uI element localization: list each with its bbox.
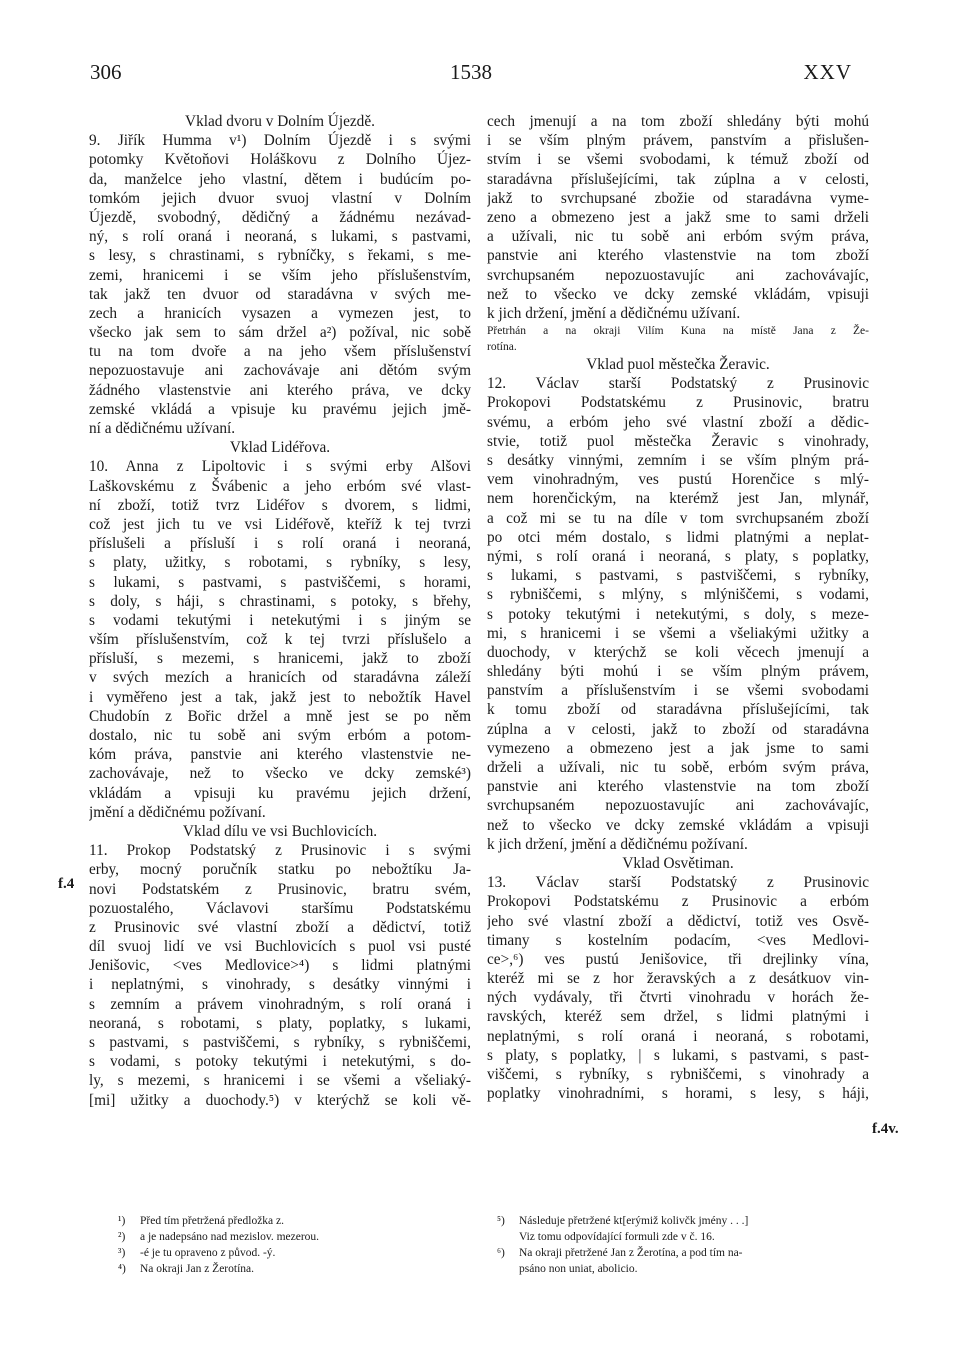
text-line: vším příslušenstvím, což k tej tvrzi příslušelo a [89,631,471,649]
text-line: 10. Anna z Lipoltovic i s svými erby Alšovi [89,458,471,476]
text-line: Vklad Lidéřova. [229,439,331,457]
text-line: žádného vlastenstvie ani kterého práva, ve dcky [89,381,471,399]
text-line: jakž to svrchupsané zbožie od staradávna vyme- [487,189,869,207]
text-line: nými, s rolí oraná i neoraná, s platy, s poplatky, [487,547,869,565]
footnote [497,1261,867,1277]
text-line: Laškovskému z Švábenic a jeho erbóm své vlast- [89,477,471,495]
text-line: ly, s mezemi, s hranicemi i se všemi a všeliaký- [89,1072,471,1090]
text-line: zemi, hranicemi i se vším jeho příslušenstvím, [89,266,471,284]
text-line: díl svuoj lidí ve vsi Buchlovicích s puol vsi pusté [89,938,471,956]
text-line: Prokopovi Podstatskému z Prusinovic, bratru [487,394,869,412]
text-line: což jest jich tu ve vsi Lidéřově, kteříž k tej tvrzi [89,515,471,533]
text-line: s desátky vinnými, zemním i se vším plným prá- [487,452,869,469]
footnotes-right [497,1213,867,1277]
text-line: neoraná, s robotami, s platy, poplatky, s lukami, [89,1014,471,1032]
text-line: s lukami, s pastvami, s pastviščemi, s rybníky, [487,567,869,585]
text-line: stvie, totiž puol městečka Žeravic s vinohrady, [487,432,869,450]
text-line: ce>,⁶) ves pustú Jenišovice, tři drejlinky vína, [487,950,869,968]
text-line: kteréž mi se z hor žeravských a z desátkuov vin- [487,970,869,988]
text-line: vymezeno a obmezeno jest a jak jsme to sami [487,739,869,757]
text-line: dostalo, nic tu sobě ani svým erbóm a potom- [89,727,471,744]
text-line: s platy, užitky, s robotami, s rybníky, s lesy, [89,554,471,572]
footnote-number: ⁴) [118,1263,126,1275]
text-line: k jich držení, jmění a dědičnému užívaní. [487,304,741,322]
footnote-number: ¹) [118,1215,126,1227]
footnote [118,1245,458,1261]
text-line: příslušeli a přísluší i s rolí oraná i neoraná, [89,535,471,553]
text-line: zúplna a v celosti, jakž to zboží od staradávna [487,720,869,738]
footnote-text: Viz tomu odpovídající formuli zde v č. 16. [519,1231,715,1243]
footnote-number: ³) [118,1247,126,1259]
text-line: panstvie ani kterého vlastenstvie na tom zboží [487,247,869,265]
text-line: novi Podstatském z Prusinovic, bratru svém, [89,880,471,898]
footnote [497,1245,867,1261]
text-line: 12. Václav starší Podstatský z Prusinovic [487,375,869,393]
text-line: da, manželce jeho vlastní, dětem i budúcím po- [89,170,471,188]
text-line: s doly, s háji, s chrastinami, s potoky, s břehy, [89,592,471,610]
footnote [497,1213,867,1229]
footnote [118,1261,458,1277]
text-line: tomkóm jejich dvuor svuoj vlastní v Dolním [89,189,471,207]
text-line: 11. Prokop Podstatský z Prusinovic i s svými [89,842,471,860]
text-line: Újezdě, svobodný, dědičný a žádnému nezávad- [89,208,471,226]
footnote-text: psáno non uniat, abolicio. [519,1263,638,1275]
text-line: i vyměřeno jest a tak, jakž jest to nebožtík Havel [89,688,471,706]
text-line: zemské vkládá a vpisuje ku pravému jejich jmě- [89,400,471,418]
text-line: s vodami tekutými i netekutými i s jiným se [89,611,471,629]
text-line: než to všecko ve dcky zemské vkládám, vpisuji [487,285,869,303]
text-line: a užívali, nic tu sobě ani erbóm svým práva, [487,228,869,246]
footnote [497,1229,867,1245]
text-line: pozuostalého, Václavovi staršímu Podstatskému [89,899,471,917]
text-line: Vklad Osvětiman. [622,854,734,872]
text-line: Chudobín z Bořic držel a mně jest se po něm [89,707,471,725]
footnote-number: ²) [118,1231,126,1243]
text-line: s rybniščemi, s mlýny, s mlýniščemi, s vodami, [487,586,869,604]
text-line: z Prusinovic své vlastní zboží a dědictví, totiž [89,918,471,936]
margin-note-folio-right: f.4v. [872,1121,899,1137]
text-line: ný, s rolí oraná i neoraná, s lukami, s pastvami, [89,228,471,246]
text-line: i neplatnými, s vinohrady, s desátky vinnými i [89,976,471,994]
text-line: s platy, s poplatky, | s lukami, s pastvami, s past- [487,1046,869,1064]
text-line: Vklad puol městečka Žeravic. [586,356,770,374]
text-line: s lesy, s chrastinami, s rybníčky, s řekami, s me- [89,247,471,265]
text-line: stvím i se všemi svobodami, k témuž zboží od [487,151,869,169]
text-line: k tomu zboží od staradávna příslušejícími, tak [487,701,869,719]
text-line: vem vinohradným, ves pustú Horenčice s mlý- [487,471,869,489]
text-line: než to všecko ve dcky zemské vkládám a vpisuji [487,816,869,834]
text-line: všecko jak sem to sám držel a²) požíval, nic sobě [89,324,471,342]
page-header [90,60,852,90]
text-line: nepozuostavuje ani zachovávaje ani dětóm svým [89,362,471,380]
text-line: s potoky tekutými i netekutými, s doly, s meze- [487,605,869,623]
text-line: 13. Václav starší Podstatský z Prusinovic [487,874,869,892]
margin-note-folio-left: f.4 [58,876,75,892]
text-line: rotína. [487,341,517,354]
text-line: svému, a erbóm jeho své vlastní zboží a dědic- [487,413,869,431]
text-line: 9. Jiřík Humma v¹) Dolním Újezdě i s svými [89,132,471,150]
page-number: 306 [90,60,122,84]
text-line: neplatnými, s rolí oraná i neoraná, s robotami, [487,1027,869,1045]
text-line: kóm práva, panstvie ani kterého vlastenstvie ne- [89,746,471,764]
footnote-text: Na okraji přetržené Jan z Žerotína, a pod tím na- [519,1247,743,1259]
text-line: Prokopovi Podstatskému z Prusinovic a erbóm [487,893,869,911]
text-line: zech a hranicích vysazen a vymezen jest, to [89,304,471,322]
text-line: vkládám a vpisuji ku pravému jejich držení, [89,784,471,802]
footnote-number: ⁵) [497,1215,505,1227]
text-line: zachovávaje, než to všecko ve dcky zemské³) [89,765,471,783]
text-line: jmění a dědičnému požívaní. [89,803,266,821]
text-line: v svých mezích a hranicích od staradávna záleží [89,669,471,687]
page-year: 1538 [450,60,492,84]
text-line: viščemi, s rybníky, s rybniščemi, s vinohrady a [487,1066,869,1083]
text-line: timany s kostelním podacím, <ves Medlovi- [487,931,869,949]
footnote-number: ⁶) [497,1247,505,1259]
text-line: ravských, kteréž sem držel, s lidmi platnými i [487,1008,869,1026]
text-line: shledány býti mohú i se vším plným právem, [487,663,869,681]
text-line: tak jakž ten dvuor od staradávna v svých me- [89,285,471,303]
text-line: potomky Květoňovi Holáškovu z Dolního Újez- [89,151,471,169]
left-text-column [89,112,471,1110]
text-line: ní zboží, totiž tvrz Lidéřov s dvorem, s lidmi, [89,496,471,514]
text-line: svrchupsaném nepozuostavujíc ani zachovávajíc, [487,266,869,284]
text-line: staradávna příslušejícími, tak zúplna a v celosti, [487,170,869,188]
footnote-text: -é je tu opraveno z původ. -ý. [140,1247,276,1259]
footnote-text: Následuje přetržené kt[erýmiž kolivčk jmény . . .] [519,1215,749,1227]
footnote [118,1229,458,1245]
footnote [118,1213,458,1229]
text-line: k jich držení, jmění a dědičnému požívaní. [487,835,748,853]
right-text-column [487,112,869,1103]
text-line: [mi] užitky a duochody.⁵) v kterýchž se koli vě- [89,1091,471,1109]
text-line: svrchupsaném nepozuostavujíc ani zachovávajíc, [487,797,869,815]
text-line: tu na tom dvoře a na jeho všem příslušenství [89,343,471,361]
text-line: Vklad dvoru v Dolním Újezdě. [185,113,375,130]
text-line: poplatky vinohradními, s horami, s lesy, s háji, [487,1085,869,1103]
text-line: ných vydávaly, tři čtvrti vinohradu v horách že- [487,989,869,1007]
volume-number: XXV [803,60,852,84]
text-line: duochody, v kterýchž se koli věcech jmenují a [487,643,869,661]
text-line: i se vším plným právem, panstvím a přislušen- [487,132,869,150]
text-line: cech jmenují a na tom zboží shledány býti mohú [487,113,869,130]
text-line: mi, s hranicemi i se všemi a všeliakými užitky a [487,624,869,642]
footnote-text: a je nadepsáno nad mezislov. mezerou. [140,1231,320,1243]
text-line: nem horenčickým, na kterémž jest Jan, mlynář, [487,490,869,508]
text-line: s zemním a právem vinohradným, s rolí oraná i [89,995,471,1013]
text-line: erby, mocný poručník statku po nebožtíku Ja- [89,861,471,879]
text-line: drželi a užívali, nic tu sobě, erbóm svým práva, [487,759,869,776]
text-line: jeho své vlastní zboží a dědictví, totiž ves Osvě- [487,912,869,930]
text-line: po otci mém dostalo, s lidmi platnými a neplat- [487,528,869,546]
text-line: s pastvami, s pastviščemi, s rybníky, s rybniščemi, [89,1034,471,1051]
text-line: přísluší, s mezemi, s hranicemi, jakž to zboží [89,650,471,668]
footnote-text: Na okraji Jan z Žerotína. [140,1263,254,1275]
text-line: zeno a obmezeno jest a jakž sme to sami drželi [487,208,869,226]
text-line: panstvím a příslušenstvím i se všemi svobodami [487,682,869,700]
text-line: panstvie ani kterého vlastenstvie na tom zboží [487,778,869,796]
text-line: ní a dědičnému užívaní. [89,420,236,437]
footnote-text: Před tím přetržená předložka z. [140,1215,285,1227]
text-line: s lukami, s pastvami, s pastviščemi, s horami, [89,573,471,591]
text-line: s vodami, s potoky tekutými i netekutými, s do- [89,1053,471,1071]
text-line: a což mi se tu na díle v tom svrchupsaném zboží [487,509,869,527]
text-line: Jenišovic, <ves Medlovice>⁴) s lidmi platnými [89,957,471,975]
footnotes-left [118,1213,458,1277]
text-line: Přetrhán a na okraji Vilím Kuna na místě Jana z Že- [487,325,869,338]
text-line: Vklad dílu ve vsi Buchlovicích. [182,822,378,840]
